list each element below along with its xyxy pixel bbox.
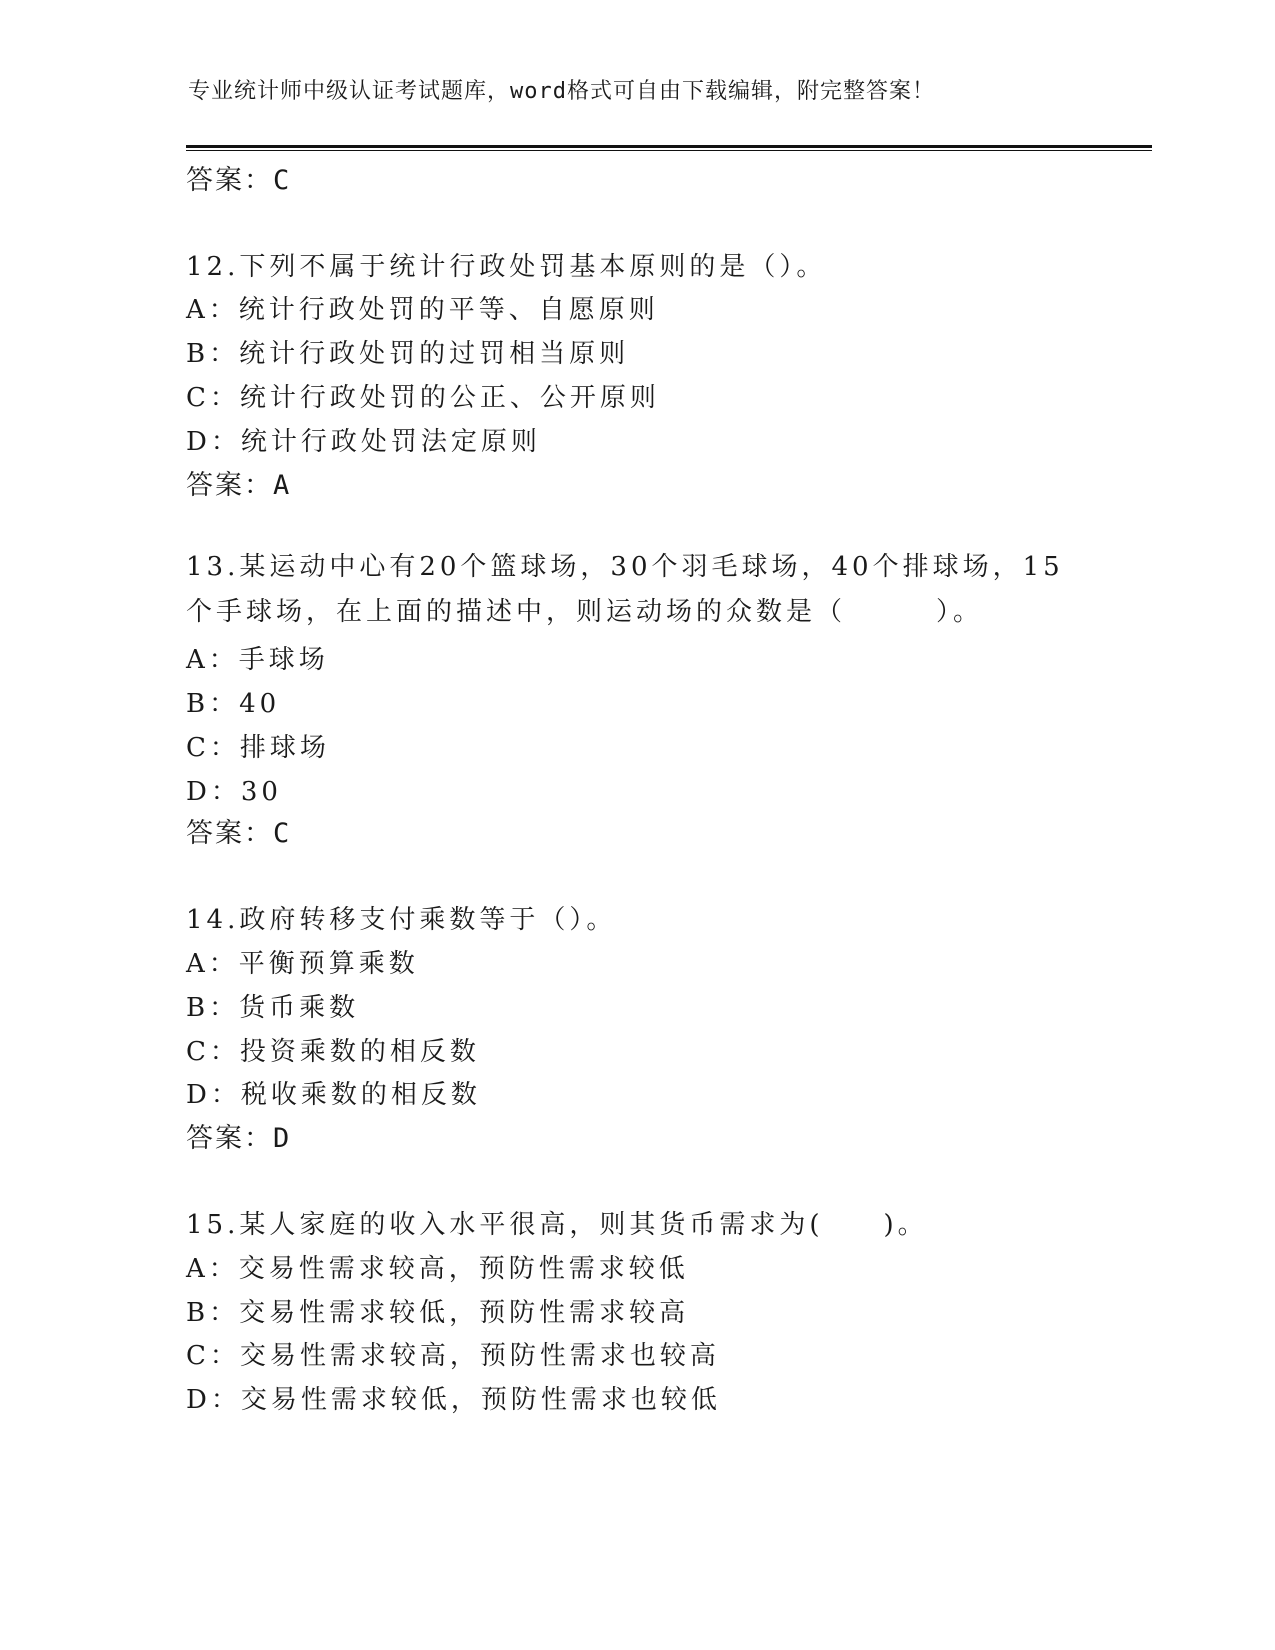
option-b: B：40 xyxy=(186,689,281,719)
question-stem: 14.政府转移支付乘数等于（）。 xyxy=(186,905,617,935)
answer-value: C xyxy=(273,165,292,196)
answer-line xyxy=(186,811,291,850)
answer-value: D xyxy=(273,1123,292,1154)
answer-value: C xyxy=(273,818,292,849)
option-a: A：统计行政处罚的平等、自愿原则 xyxy=(186,295,659,325)
header-rule-thin xyxy=(186,150,1152,151)
question-stem: 12.下列不属于统计行政处罚基本原则的是（）。 xyxy=(186,252,827,282)
option-c: C：交易性需求较高，预防性需求也较高 xyxy=(186,1341,720,1371)
question-stem: 15.某人家庭的收入水平很高，则其货币需求为( )。 xyxy=(186,1210,928,1240)
answer-value: A xyxy=(273,470,292,501)
answer-line xyxy=(186,463,291,502)
option-d: D：交易性需求较低，预防性需求也较低 xyxy=(186,1385,721,1415)
option-c: C：排球场 xyxy=(186,733,330,763)
option-a: A：交易性需求较高，预防性需求较低 xyxy=(186,1254,689,1284)
option-d: D：30 xyxy=(186,777,282,807)
option-d: D：税收乘数的相反数 xyxy=(186,1080,481,1110)
option-c: C：统计行政处罚的公正、公开原则 xyxy=(186,383,660,413)
option-c: C：投资乘数的相反数 xyxy=(186,1037,480,1067)
answer-label: 答案： xyxy=(186,165,273,196)
answer-label: 答案： xyxy=(186,818,273,849)
option-a: A：平衡预算乘数 xyxy=(186,949,419,979)
answer-line xyxy=(186,158,291,197)
question-stem: 13.某运动中心有20个篮球场，30个羽毛球场，40个排球场，15个手球场，在上面的描述中，则运动场的众数是（ ）。 xyxy=(186,552,1064,627)
header-rule-thick xyxy=(186,145,1152,148)
page-header: 专业统计师中级认证考试题库，word格式可自由下载编辑，附完整答案！ xyxy=(188,79,935,104)
answer-label: 答案： xyxy=(186,1123,273,1154)
option-b: B：交易性需求较低，预防性需求较高 xyxy=(186,1298,690,1328)
answer-line xyxy=(186,1116,291,1155)
option-b: B：货币乘数 xyxy=(186,993,360,1023)
option-a: A：手球场 xyxy=(186,645,329,675)
answer-label: 答案： xyxy=(186,470,273,501)
option-b: B：统计行政处罚的过罚相当原则 xyxy=(186,339,630,369)
option-d: D：统计行政处罚法定原则 xyxy=(186,427,541,457)
